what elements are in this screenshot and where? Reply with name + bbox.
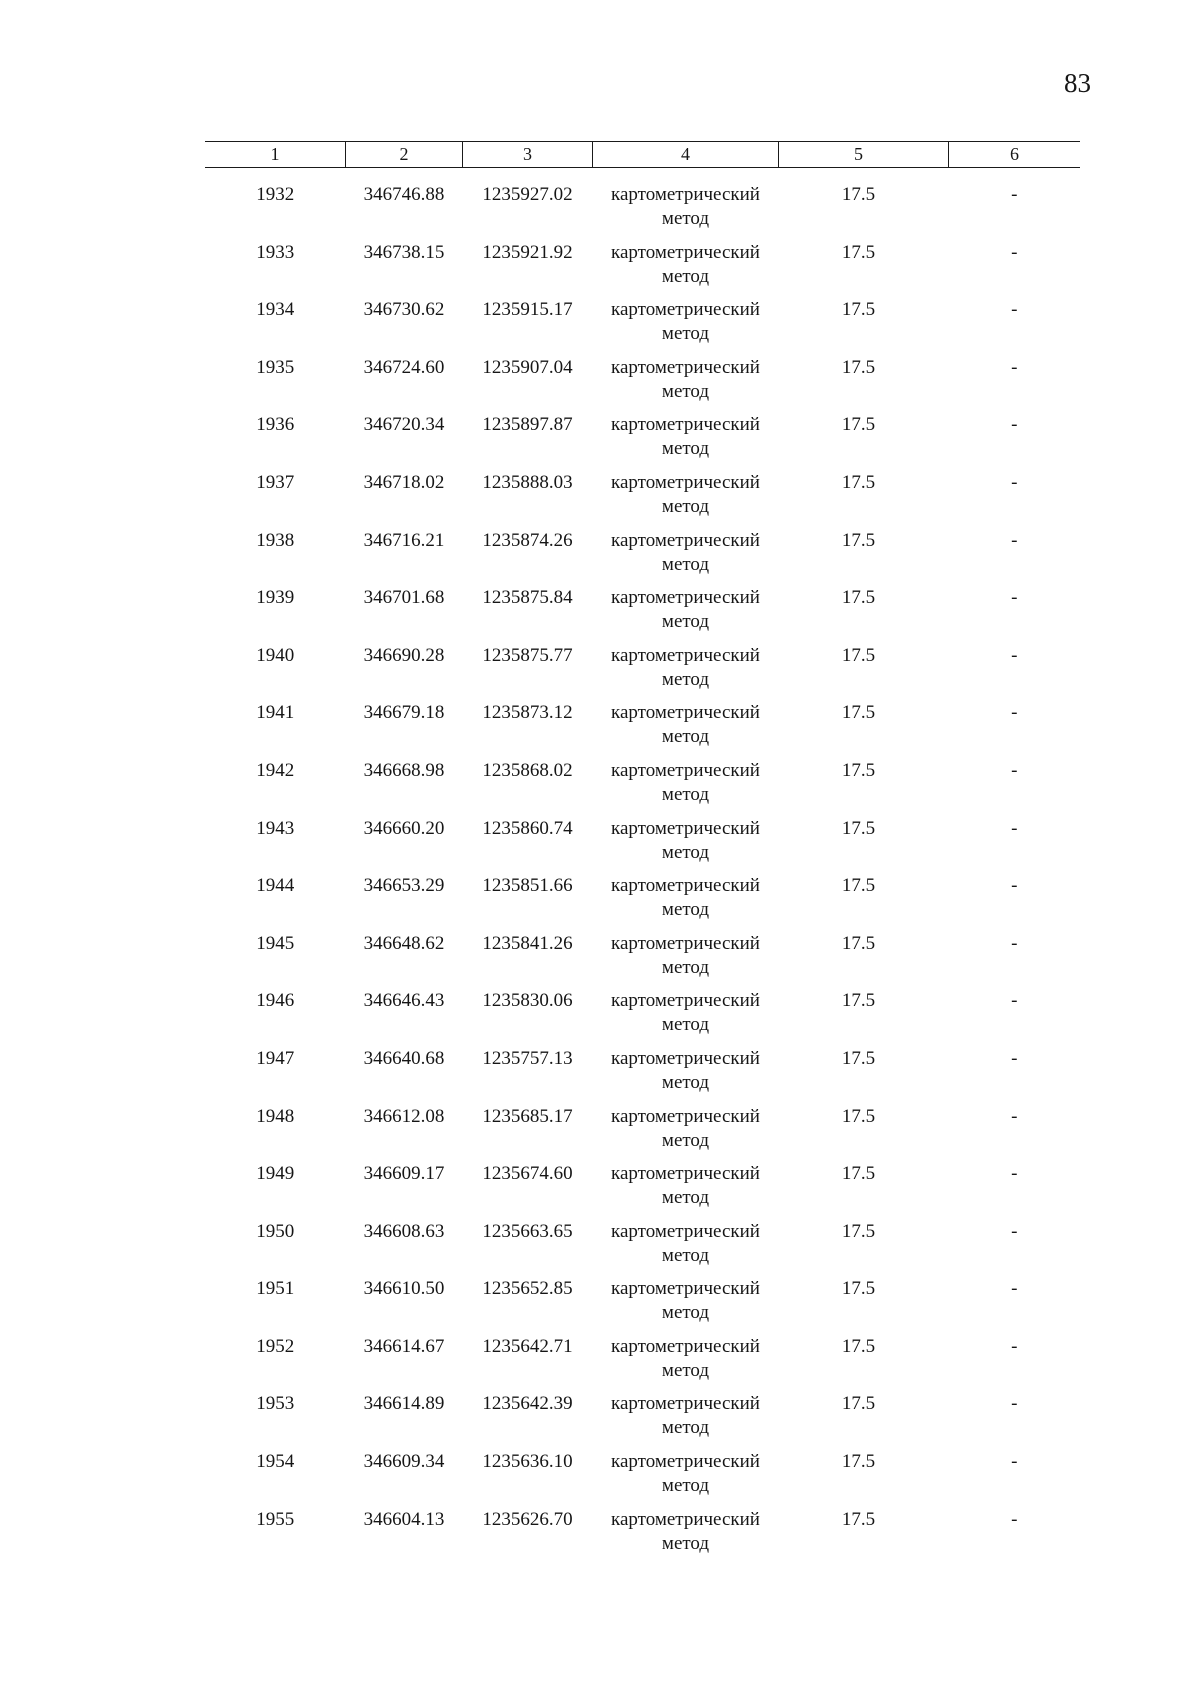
y-coordinate-cell: 1235851.66 <box>482 875 573 897</box>
method-line-2: метод <box>661 1071 710 1093</box>
point-number-cell: 1940 <box>256 644 295 666</box>
point-number-cell: 1954 <box>256 1451 295 1473</box>
table-row <box>205 759 1080 817</box>
y-coordinate-cell: 1235674.60 <box>482 1163 573 1185</box>
point-number-cell: 1938 <box>256 529 295 551</box>
y-coordinate-cell: 1235927.02 <box>482 184 573 205</box>
x-coordinate-cell: 346716.21 <box>363 529 445 551</box>
method-cell <box>593 817 779 875</box>
table-row <box>205 529 1080 587</box>
method-line-2: метод <box>661 726 710 748</box>
method-line-2: метод <box>661 611 710 633</box>
method-line-1: картометрический <box>611 529 760 551</box>
y-coordinate-cell: 1235642.71 <box>482 1335 573 1357</box>
table-row <box>205 1450 1080 1508</box>
value-cell: 17.5 <box>841 1105 876 1127</box>
value-cell: 17.5 <box>841 184 876 205</box>
note-cell: - <box>1011 1105 1018 1127</box>
y-coordinate-cell: 1235642.39 <box>482 1393 573 1415</box>
x-coordinate-cell: 346640.68 <box>363 1047 445 1069</box>
table-header-row <box>205 142 1080 168</box>
method-line-1: картометрический <box>611 875 760 897</box>
note-cell: - <box>1011 759 1018 781</box>
column-header-4: 4 <box>593 142 779 168</box>
method-line-2: метод <box>661 1302 710 1324</box>
note-cell: - <box>1011 1335 1018 1357</box>
method-line-2: метод <box>661 899 710 921</box>
value-cell: 17.5 <box>841 1047 876 1069</box>
method-cell <box>593 1508 779 1566</box>
column-header-1: 1 <box>205 142 346 168</box>
table-row <box>205 241 1080 299</box>
note-cell: - <box>1011 990 1018 1012</box>
method-line-2: метод <box>661 1532 710 1554</box>
x-coordinate-cell: 346738.15 <box>363 241 445 263</box>
table-row <box>205 1392 1080 1450</box>
method-line-2: метод <box>661 668 710 690</box>
value-cell: 17.5 <box>841 241 876 263</box>
point-number-cell: 1939 <box>256 587 295 609</box>
column-header-5: 5 <box>779 142 949 168</box>
method-line-1: картометрический <box>611 241 760 263</box>
method-cell <box>593 1277 779 1335</box>
note-cell: - <box>1011 356 1018 378</box>
table-row <box>205 356 1080 414</box>
y-coordinate-cell: 1235663.65 <box>482 1220 573 1242</box>
table-row <box>205 1162 1080 1220</box>
point-number-cell: 1941 <box>256 702 295 724</box>
method-line-2: метод <box>661 1359 710 1381</box>
note-cell: - <box>1011 471 1018 493</box>
x-coordinate-cell: 346718.02 <box>363 471 445 493</box>
x-coordinate-cell: 346646.43 <box>363 990 445 1012</box>
method-line-1: картометрический <box>611 587 760 609</box>
value-cell: 17.5 <box>841 759 876 781</box>
method-line-1: картометрический <box>611 1047 760 1069</box>
table-row <box>205 989 1080 1047</box>
y-coordinate-cell: 1235921.92 <box>482 241 573 263</box>
method-line-2: метод <box>661 1475 710 1497</box>
method-cell <box>593 413 779 471</box>
method-line-1: картометрический <box>611 299 760 321</box>
value-cell: 17.5 <box>841 932 876 954</box>
y-coordinate-cell: 1235915.17 <box>482 299 573 321</box>
x-coordinate-cell: 346660.20 <box>363 817 445 839</box>
table-row <box>205 168 1080 241</box>
x-coordinate-cell: 346648.62 <box>363 932 445 954</box>
method-line-2: метод <box>661 1014 710 1036</box>
method-cell <box>593 241 779 299</box>
method-line-2: метод <box>661 1244 710 1266</box>
value-cell: 17.5 <box>841 1451 876 1473</box>
method-line-2: метод <box>661 1417 710 1439</box>
point-number-cell: 1952 <box>256 1335 295 1357</box>
note-cell: - <box>1011 702 1018 724</box>
method-cell <box>593 1220 779 1278</box>
note-cell: - <box>1011 1451 1018 1473</box>
x-coordinate-cell: 346679.18 <box>363 702 445 724</box>
note-cell: - <box>1011 587 1018 609</box>
table-row <box>205 701 1080 759</box>
y-coordinate-cell: 1235897.87 <box>482 414 573 436</box>
method-line-1: картометрический <box>611 1220 760 1242</box>
x-coordinate-cell: 346609.17 <box>363 1163 445 1185</box>
method-line-1: картометрический <box>611 471 760 493</box>
method-line-1: картометрический <box>611 1278 760 1300</box>
y-coordinate-cell: 1235830.06 <box>482 990 573 1012</box>
note-cell: - <box>1011 184 1018 205</box>
value-cell: 17.5 <box>841 356 876 378</box>
method-line-1: картометрический <box>611 1163 760 1185</box>
x-coordinate-cell: 346690.28 <box>363 644 445 666</box>
x-coordinate-cell: 346604.13 <box>363 1508 445 1530</box>
value-cell: 17.5 <box>841 1220 876 1242</box>
table-row <box>205 471 1080 529</box>
method-cell <box>593 1392 779 1450</box>
method-line-1: картометрический <box>611 990 760 1012</box>
method-line-1: картометрический <box>611 1508 760 1530</box>
value-cell: 17.5 <box>841 414 876 436</box>
method-cell <box>593 1047 779 1105</box>
table-row <box>205 1047 1080 1105</box>
method-line-2: метод <box>661 438 710 460</box>
value-cell: 17.5 <box>841 587 876 609</box>
y-coordinate-cell: 1235868.02 <box>482 759 573 781</box>
method-line-2: метод <box>661 841 710 863</box>
value-cell: 17.5 <box>841 702 876 724</box>
method-cell <box>593 356 779 414</box>
coordinates-table <box>205 141 1080 1565</box>
table-row <box>205 932 1080 990</box>
value-cell: 17.5 <box>841 1163 876 1185</box>
table-row <box>205 1335 1080 1393</box>
x-coordinate-cell: 346653.29 <box>363 875 445 897</box>
y-coordinate-cell: 1235875.84 <box>482 587 573 609</box>
x-coordinate-cell: 346724.60 <box>363 356 445 378</box>
note-cell: - <box>1011 414 1018 436</box>
x-coordinate-cell: 346612.08 <box>363 1105 445 1127</box>
note-cell: - <box>1011 241 1018 263</box>
x-coordinate-cell: 346668.98 <box>363 759 445 781</box>
method-cell <box>593 298 779 356</box>
x-coordinate-cell: 346614.89 <box>363 1393 445 1415</box>
value-cell: 17.5 <box>841 644 876 666</box>
point-number-cell: 1949 <box>256 1163 295 1185</box>
note-cell: - <box>1011 817 1018 839</box>
table-body <box>205 168 1080 1566</box>
point-number-cell: 1946 <box>256 990 295 1012</box>
point-number-cell: 1948 <box>256 1105 295 1127</box>
value-cell: 17.5 <box>841 817 876 839</box>
method-line-2: метод <box>661 495 710 517</box>
value-cell: 17.5 <box>841 1278 876 1300</box>
method-cell <box>593 874 779 932</box>
point-number-cell: 1947 <box>256 1047 295 1069</box>
method-cell <box>593 932 779 990</box>
x-coordinate-cell: 346614.67 <box>363 1335 445 1357</box>
value-cell: 17.5 <box>841 529 876 551</box>
note-cell: - <box>1011 1163 1018 1185</box>
method-cell <box>593 586 779 644</box>
method-line-1: картометрический <box>611 184 760 205</box>
table-row <box>205 1508 1080 1566</box>
note-cell: - <box>1011 932 1018 954</box>
method-line-2: метод <box>661 323 710 345</box>
note-cell: - <box>1011 1508 1018 1530</box>
x-coordinate-cell: 346746.88 <box>363 184 445 205</box>
table-row <box>205 1277 1080 1335</box>
method-cell <box>593 529 779 587</box>
method-line-1: картометрический <box>611 356 760 378</box>
method-line-1: картометрический <box>611 1105 760 1127</box>
column-header-2: 2 <box>346 142 463 168</box>
value-cell: 17.5 <box>841 299 876 321</box>
value-cell: 17.5 <box>841 990 876 1012</box>
y-coordinate-cell: 1235841.26 <box>482 932 573 954</box>
value-cell: 17.5 <box>841 1335 876 1357</box>
method-line-1: картометрический <box>611 817 760 839</box>
note-cell: - <box>1011 1220 1018 1242</box>
x-coordinate-cell: 346608.63 <box>363 1220 445 1242</box>
value-cell: 17.5 <box>841 1393 876 1415</box>
method-cell <box>593 989 779 1047</box>
method-line-2: метод <box>661 1187 710 1209</box>
y-coordinate-cell: 1235907.04 <box>482 356 573 378</box>
method-line-2: метод <box>661 956 710 978</box>
point-number-cell: 1950 <box>256 1220 295 1242</box>
note-cell: - <box>1011 875 1018 897</box>
point-number-cell: 1933 <box>256 241 295 263</box>
method-line-1: картометрический <box>611 702 760 724</box>
point-number-cell: 1943 <box>256 817 295 839</box>
point-number-cell: 1944 <box>256 875 295 897</box>
y-coordinate-cell: 1235875.77 <box>482 644 573 666</box>
table-row <box>205 644 1080 702</box>
method-line-1: картометрический <box>611 1451 760 1473</box>
method-cell <box>593 644 779 702</box>
point-number-cell: 1936 <box>256 414 295 436</box>
y-coordinate-cell: 1235860.74 <box>482 817 573 839</box>
value-cell: 17.5 <box>841 1508 876 1530</box>
method-cell <box>593 1450 779 1508</box>
point-number-cell: 1935 <box>256 356 295 378</box>
note-cell: - <box>1011 299 1018 321</box>
note-cell: - <box>1011 529 1018 551</box>
x-coordinate-cell: 346701.68 <box>363 587 445 609</box>
column-header-6: 6 <box>949 142 1081 168</box>
y-coordinate-cell: 1235626.70 <box>482 1508 573 1530</box>
method-line-1: картометрический <box>611 414 760 436</box>
y-coordinate-cell: 1235873.12 <box>482 702 573 724</box>
table-row <box>205 874 1080 932</box>
method-line-1: картометрический <box>611 1335 760 1357</box>
method-line-1: картометрический <box>611 644 760 666</box>
point-number-cell: 1934 <box>256 299 295 321</box>
table-row <box>205 586 1080 644</box>
table-header <box>205 142 1080 168</box>
point-number-cell: 1937 <box>256 471 295 493</box>
point-number-cell: 1932 <box>256 184 295 205</box>
x-coordinate-cell: 346730.62 <box>363 299 445 321</box>
method-cell <box>593 1335 779 1393</box>
value-cell: 17.5 <box>841 875 876 897</box>
point-number-cell: 1942 <box>256 759 295 781</box>
y-coordinate-cell: 1235757.13 <box>482 1047 573 1069</box>
note-cell: - <box>1011 1047 1018 1069</box>
y-coordinate-cell: 1235636.10 <box>482 1451 573 1473</box>
method-line-1: картометрический <box>611 759 760 781</box>
method-line-2: метод <box>661 265 710 287</box>
value-cell: 17.5 <box>841 471 876 493</box>
point-number-cell: 1951 <box>256 1278 295 1300</box>
method-line-1: картометрический <box>611 932 760 954</box>
note-cell: - <box>1011 1278 1018 1300</box>
method-cell <box>593 1105 779 1163</box>
table-row <box>205 817 1080 875</box>
point-number-cell: 1955 <box>256 1508 295 1530</box>
method-cell <box>593 471 779 529</box>
method-cell <box>593 759 779 817</box>
y-coordinate-cell: 1235874.26 <box>482 529 573 551</box>
point-number-cell: 1953 <box>256 1393 295 1415</box>
method-line-1: картометрический <box>611 1393 760 1415</box>
method-line-2: метод <box>661 380 710 402</box>
table-row <box>205 1105 1080 1163</box>
table-row <box>205 298 1080 356</box>
point-number-cell: 1945 <box>256 932 295 954</box>
method-line-2: метод <box>661 553 710 575</box>
method-cell <box>593 1162 779 1220</box>
coordinates-table-container <box>205 141 1080 1565</box>
method-cell <box>593 701 779 759</box>
y-coordinate-cell: 1235652.85 <box>482 1278 573 1300</box>
column-header-3: 3 <box>463 142 593 168</box>
y-coordinate-cell: 1235888.03 <box>482 471 573 493</box>
method-line-2: метод <box>661 1129 710 1151</box>
table-row <box>205 413 1080 471</box>
note-cell: - <box>1011 644 1018 666</box>
x-coordinate-cell: 346609.34 <box>363 1451 445 1473</box>
method-line-2: метод <box>661 783 710 805</box>
note-cell: - <box>1011 1393 1018 1415</box>
method-line-2: метод <box>661 208 710 229</box>
x-coordinate-cell: 346610.50 <box>363 1278 445 1300</box>
page-number: 83 <box>1064 68 1091 98</box>
table-row <box>205 1220 1080 1278</box>
y-coordinate-cell: 1235685.17 <box>482 1105 573 1127</box>
method-cell <box>593 168 779 241</box>
x-coordinate-cell: 346720.34 <box>363 414 445 436</box>
